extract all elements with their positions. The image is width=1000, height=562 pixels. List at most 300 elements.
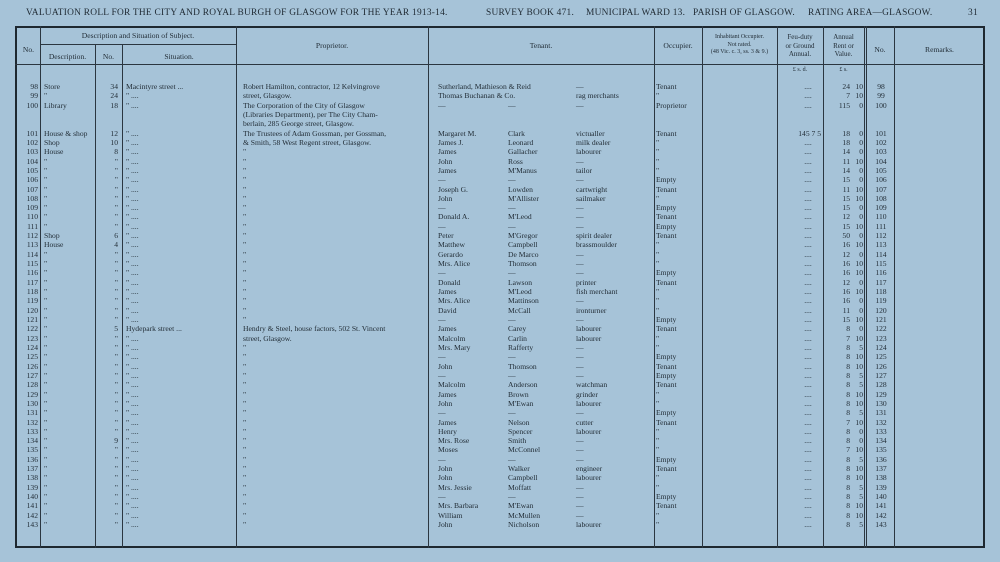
situation-cell: " .... [126,482,139,492]
row-number: 122 [26,324,38,334]
table-row [0,250,1000,259]
situation-cell: " .... [126,221,139,231]
tenant-surname-cell: — [508,315,516,324]
house-number-cell: 6 [114,231,118,241]
situation-cell: " .... [126,370,139,380]
house-number-cell: " [114,184,118,194]
rent-shillings-cell: 0 [859,324,863,334]
column-header-no-right: No. [874,45,886,54]
tenant-trade-cell: — [576,436,584,446]
house-number-cell: " [114,193,118,203]
occupier-cell: Tenant [656,380,677,390]
tenant-trade-cell: — [576,315,584,324]
rent-pounds-cell: 15 [842,175,850,185]
row-number: 130 [26,398,38,408]
rent-pounds-cell: 12 [842,212,850,222]
occupier-cell: " [656,389,660,399]
tenant-surname-cell: M'Ewan [508,501,534,511]
row-number: 121 [26,315,38,324]
occupier-cell: Proprietor [656,100,687,110]
situation-cell: " .... [126,520,139,530]
inhabitant-cell: .... [804,380,812,390]
tenant-trade-cell: tailor [576,165,593,175]
rent-pounds-cell: 15 [842,193,850,203]
tenant-forename-cell: Donald A. [438,212,470,222]
house-number-cell: " [114,296,118,306]
situation-cell: " .... [126,259,139,269]
situation-cell: " .... [126,147,139,157]
rent-pounds-cell: 8 [846,398,850,408]
feu-line-3: Annual. [788,50,812,58]
occupier-cell: Tenant [656,501,677,511]
inhabitant-cell: .... [804,324,812,334]
house-number-cell: 5 [114,324,118,334]
house-number-cell: " [114,473,118,483]
description-cell: " [44,277,48,287]
tenant-trade-cell: cutter [576,417,594,427]
table-row [0,231,1000,240]
proprietor-cell: " [243,221,247,231]
tenant-forename-cell: John [438,464,453,474]
table-row [0,240,1000,249]
row-number-right: 105 [875,165,887,175]
proprietor-cell: " [243,454,247,464]
tenant-surname-cell: — [508,352,516,362]
occupier-cell: " [656,165,660,175]
table-row [0,315,1000,324]
row-number: 137 [26,464,38,474]
table-row [0,390,1000,399]
rent-shillings-cell: 0 [859,203,863,213]
occupier-cell: " [656,305,660,315]
proprietor-cell: " [243,212,247,222]
tenant-trade-cell: — [576,100,584,110]
tenant-trade-cell: labourer [576,147,602,157]
rent-pounds-cell: 15 [842,203,850,213]
column-header-tenant: Tenant. [529,41,553,50]
house-number-cell: " [114,464,118,474]
rent-shillings-cell: 10 [855,398,863,408]
rent-shillings-cell: 10 [855,82,863,91]
inhabitant-line-2: Not rated. [727,41,752,48]
house-number-cell: " [114,165,118,175]
column-header-annual-rent [823,33,864,59]
rent-shillings-cell: 0 [859,249,863,259]
house-number-cell: " [114,305,118,315]
situation-cell: " .... [126,445,139,455]
tenant-trade-cell: sailmaker [576,193,606,203]
tenant-forename-cell: — [438,315,446,324]
proprietor-cell: street, Glasgow. [243,91,292,101]
proprietor-cell: " [243,277,247,287]
tenant-surname-cell: Lowden [508,184,533,194]
tenant-forename-cell: James [438,147,457,157]
table-row [0,511,1000,520]
tenant-trade-cell: — [576,212,584,222]
row-number-right: 136 [875,454,887,464]
inhabitant-cell: .... [804,268,812,278]
tenant-surname-cell: Spencer [508,426,533,436]
tenant-trade-cell: rag merchants [576,91,619,101]
proprietor-cell: " [243,361,247,371]
tenant-surname-cell: McConnel [508,445,541,455]
table-row [0,520,1000,529]
rent-shillings-cell: 5 [859,520,863,530]
row-number-right: 102 [875,137,887,147]
house-number-cell: " [114,426,118,436]
situation-cell: " .... [126,137,139,147]
column-header-remarks: Remarks. [925,45,954,54]
row-number-right: 101 [875,128,887,138]
tenant-trade-cell: — [576,221,584,231]
inhabitant-cell: .... [804,454,812,464]
tenant-surname-cell: — [508,370,516,380]
row-number: 100 [26,100,38,110]
row-number: 143 [26,520,38,530]
table-row [0,324,1000,333]
proprietor-cell: " [243,305,247,315]
house-number-cell: " [114,389,118,399]
table-row [0,445,1000,454]
description-cell: " [44,324,48,334]
row-number-right: 108 [875,193,887,203]
rent-pounds-cell: 15 [842,221,850,231]
proprietor-cell: " [243,156,247,166]
table-row [0,166,1000,175]
tenant-forename-cell: Mrs. Mary [438,342,471,352]
row-number: 109 [26,203,38,213]
tenant-surname-cell: Thomson [508,361,537,371]
rent-shillings-cell: 10 [855,184,863,194]
tenant-forename-cell: John [438,473,453,483]
house-number-cell: " [114,492,118,502]
rent-pounds-cell: 16 [842,268,850,278]
row-number-right: 116 [875,268,887,278]
tenant-trade-cell: — [576,82,584,91]
table-row [0,147,1000,156]
rent-shillings-cell: 10 [855,464,863,474]
rent-shillings-cell: 10 [855,389,863,399]
row-number-right: 140 [875,492,887,502]
row-number-right: 138 [875,473,887,483]
description-cell: " [44,184,48,194]
occupier-cell: Tenant [656,212,677,222]
situation-cell: " .... [126,184,139,194]
description-cell: " [44,333,48,343]
inhabitant-cell: .... [804,352,812,362]
rent-shillings-cell: 10 [855,315,863,324]
rent-pounds-cell: 7 [846,333,850,343]
house-number-cell: " [114,259,118,269]
rent-pounds-cell: 8 [846,520,850,530]
inhabitant-cell: .... [804,193,812,203]
inhabitant-cell: .... [804,426,812,436]
row-number-right: 104 [875,156,887,166]
inhabitant-cell: .... [804,240,812,250]
row-number: 98 [30,82,38,91]
rent-shillings-cell: 10 [855,91,863,101]
page-header [0,8,1000,22]
table-row [0,296,1000,305]
tenant-trade-cell: — [576,361,584,371]
tenant-surname-cell: Nelson [508,417,530,427]
description-cell: " [44,305,48,315]
row-number-right: 128 [875,380,887,390]
tenant-surname-cell: M'Manus [508,165,537,175]
row-number: 105 [26,165,38,175]
inhabitant-cell: .... [804,82,812,91]
rent-shillings-cell: 5 [859,482,863,492]
tenant-trade-cell: watchman [576,380,608,390]
tenant-surname-cell: — [508,203,516,213]
row-number-right: 100 [875,100,887,110]
rent-shillings-cell: 5 [859,492,863,502]
house-number-cell: " [114,361,118,371]
house-number-cell: " [114,501,118,511]
occupier-cell: " [656,259,660,269]
tenant-forename-cell: John [438,398,453,408]
rent-pounds-cell: 8 [846,389,850,399]
inhabitant-cell: .... [804,333,812,343]
inhabitant-cell: .... [804,259,812,269]
rent-pounds-cell: 11 [842,184,850,194]
occupier-cell: Empty [656,352,677,362]
tenant-surname-cell: Nicholson [508,520,540,530]
rent-pounds-cell: 8 [846,501,850,511]
row-number: 128 [26,380,38,390]
row-number-right: 133 [875,426,887,436]
row-number-right: 111 [875,221,887,231]
tenant-trade-cell: — [576,342,584,352]
house-number-cell: " [114,454,118,464]
proprietor-cell: " [243,370,247,380]
tenant-forename-cell: James [438,389,457,399]
proprietor-cell: " [243,296,247,306]
inhabitant-cell: .... [804,305,812,315]
tenant-surname-cell: — [508,268,516,278]
proprietor-cell: (Libraries Department), per The City Cham- [243,109,378,119]
inhabitant-cell: .... [804,296,812,306]
situation-cell: " .... [126,156,139,166]
occupier-cell: Empty [656,203,677,213]
inhabitant-cell: .... [804,510,812,520]
house-number-cell: " [114,156,118,166]
tenant-surname-cell: M'Gregor [508,231,538,241]
description-cell: " [44,436,48,446]
rent-shillings-cell: 0 [859,231,863,241]
table-row [0,278,1000,287]
situation-cell: " .... [126,426,139,436]
row-number: 102 [26,137,38,147]
row-number: 129 [26,389,38,399]
inhabitant-cell: .... [804,445,812,455]
occupier-cell: Empty [656,268,677,278]
inhabitant-cell: .... [804,408,812,418]
situation-cell: " .... [126,342,139,352]
description-cell: Shop [44,231,60,241]
tenant-forename-cell: John [438,193,453,203]
inhabitant-cell: .... [804,184,812,194]
table-row [0,408,1000,417]
proprietor-cell: & Smith, 58 West Regent street, Glasgow. [243,137,372,147]
description-cell: " [44,203,48,213]
row-number: 136 [26,454,38,464]
situation-cell: " .... [126,315,139,324]
inhabitant-cell: .... [804,221,812,231]
inhabitant-cell: .... [804,370,812,380]
description-cell: " [44,352,48,362]
tenant-surname-cell: Carlin [508,333,527,343]
occupier-cell: Empty [656,370,677,380]
rent-pounds-cell: 14 [842,165,850,175]
tenant-forename-cell: — [438,175,446,185]
rent-pounds-cell: 16 [842,240,850,250]
table-row [0,380,1000,389]
inhabitant-cell: .... [804,342,812,352]
table-row [0,483,1000,492]
occupier-cell: Tenant [656,464,677,474]
proprietor-cell: " [243,184,247,194]
rent-line-1: Annual [833,33,854,41]
rent-pounds-cell: 16 [842,259,850,269]
situation-cell: " .... [126,389,139,399]
house-number-cell: " [114,445,118,455]
row-number: 101 [26,128,38,138]
tenant-forename-cell: Malcolm [438,380,466,390]
proprietor-cell: " [243,417,247,427]
inhabitant-cell: .... [804,398,812,408]
inhabitant-line-3: (48 Vic. c. 3, ss. 3 & 9.) [710,49,769,55]
row-number-right: 117 [875,277,887,287]
rent-shillings-cell: 10 [855,221,863,231]
rent-pounds-cell: 15 [842,315,850,324]
tenant-surname-cell: M'Allister [508,193,539,203]
row-number: 133 [26,426,38,436]
rent-pounds-cell: 14 [842,147,850,157]
table-row [0,399,1000,408]
row-number: 132 [26,417,38,427]
feu-line-2: or Ground [785,41,815,50]
house-number-cell: " [114,287,118,297]
row-number: 107 [26,184,38,194]
rent-line-2: Rent or [833,41,854,50]
rent-pounds-cell: 8 [846,492,850,502]
occupier-cell: Empty [656,175,677,185]
rent-pounds-cell: 8 [846,454,850,464]
tenant-forename-cell: Sutherland, Mathieson & Reid [438,82,531,91]
rent-shillings-cell: 10 [855,352,863,362]
proprietor-cell: " [243,482,247,492]
situation-cell: " .... [126,380,139,390]
row-number: 119 [26,296,38,306]
rent-shillings-cell: 10 [855,333,863,343]
proprietor-cell: " [243,445,247,455]
row-number-right: 109 [875,203,887,213]
rent-pounds-cell: 8 [846,464,850,474]
row-number-right: 114 [875,249,887,259]
occupier-cell: " [656,436,660,446]
situation-cell: " .... [126,287,139,297]
proprietor-cell: " [243,240,247,250]
rent-shillings-cell: 10 [855,417,863,427]
table-row [0,194,1000,203]
occupier-cell: Empty [656,492,677,502]
inhabitant-cell: .... [804,156,812,166]
row-number: 104 [26,156,38,166]
situation-cell: " .... [126,361,139,371]
table-row [0,371,1000,380]
description-cell: " [44,454,48,464]
inhabitant-cell: .... [804,315,812,324]
tenant-surname-cell: Campbell [508,473,538,483]
house-number-cell: " [114,203,118,213]
description-cell: " [44,426,48,436]
tenant-forename-cell: Peter [438,231,454,241]
description-cell: " [44,361,48,371]
proprietor-cell: " [243,259,247,269]
situation-cell: " .... [126,100,139,110]
proprietor-cell: " [243,436,247,446]
proprietor-cell: " [243,408,247,418]
situation-cell: " .... [126,408,139,418]
row-number: 125 [26,352,38,362]
tenant-surname-cell: M'Leod [508,287,532,297]
rent-shillings-cell: 5 [859,380,863,390]
proprietor-cell: " [243,147,247,157]
proprietor-cell: " [243,352,247,362]
description-cell: " [44,91,48,101]
description-cell: House & shop [44,128,88,138]
tenant-forename-cell: Malcolm [438,333,466,343]
inhabitant-cell: .... [804,231,812,241]
rent-shillings-cell: 10 [855,501,863,511]
house-number-cell: " [114,249,118,259]
house-number-cell: " [114,333,118,343]
house-number-cell: " [114,315,118,324]
rent-shillings-cell: 0 [859,165,863,175]
situation-cell: " .... [126,333,139,343]
row-number: 111 [27,221,38,231]
row-number: 126 [26,361,38,371]
occupier-cell: Tenant [656,128,677,138]
house-number-cell: 34 [110,82,118,91]
inhabitant-cell: .... [804,287,812,297]
occupier-cell: Tenant [656,231,677,241]
proprietor-cell: " [243,389,247,399]
table-row [0,287,1000,296]
description-cell: " [44,259,48,269]
table-row [0,203,1000,212]
occupier-cell: Tenant [656,82,677,91]
occupier-cell: Tenant [656,277,677,287]
inhabitant-cell: .... [804,175,812,185]
occupier-cell: Tenant [656,184,677,194]
rent-units: £ s. [839,67,848,73]
description-cell: " [44,492,48,502]
house-number-cell: " [114,408,118,418]
rent-pounds-cell: 18 [842,128,850,138]
occupier-cell: " [656,333,660,343]
occupier-cell: " [656,445,660,455]
row-number-right: 141 [875,501,887,511]
house-number-cell: 18 [110,100,118,110]
rent-shillings-cell: 0 [859,137,863,147]
tenant-trade-cell: victualler [576,128,605,138]
rent-shillings-cell: 10 [855,259,863,269]
inhabitant-cell: .... [804,492,812,502]
row-number: 134 [26,436,38,446]
house-number-cell: 9 [114,436,118,446]
